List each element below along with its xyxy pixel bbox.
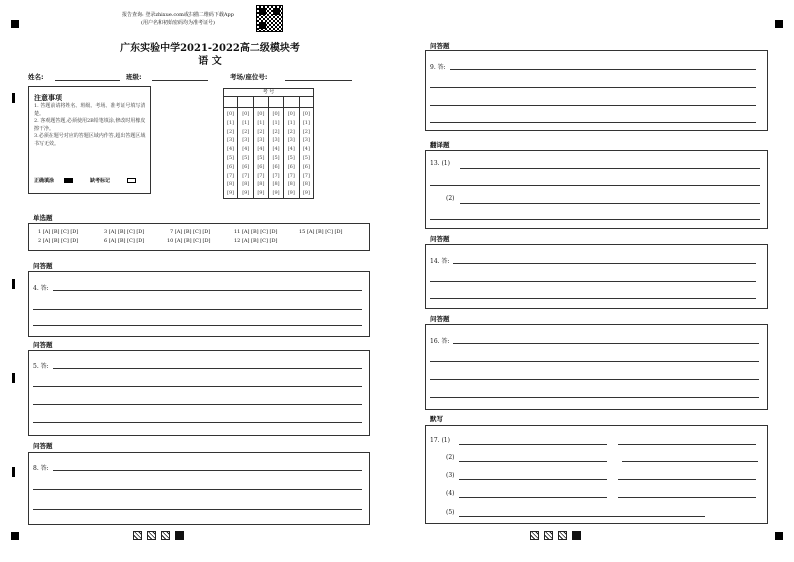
exam-digit-bubble[interactable]: [4] <box>302 146 310 153</box>
answer-label-q14: 14. 答: <box>430 258 450 265</box>
choice-q15[interactable]: 15 [A] [B] [C] [D] <box>299 229 343 235</box>
answer-line[interactable] <box>430 361 759 362</box>
exam-digit-bubble[interactable]: [1] <box>227 119 235 126</box>
exam-digit-bubble[interactable]: [1] <box>302 119 310 126</box>
answer-line[interactable] <box>53 290 362 291</box>
page-mark-pattern <box>133 531 142 540</box>
exam-number-label: 考 号 <box>223 88 314 97</box>
side-mark <box>12 93 15 103</box>
answer-line[interactable] <box>33 509 362 510</box>
answer-line[interactable] <box>459 479 607 480</box>
report-notice <box>108 11 248 27</box>
exam-digit-bubble[interactable]: [7] <box>287 172 295 179</box>
answer-line[interactable] <box>430 281 756 282</box>
answer-box-q9 <box>425 50 768 131</box>
exam-digit-bubble[interactable]: [5] <box>242 155 250 161</box>
exam-digit-bubble[interactable]: [7] <box>257 172 265 179</box>
notes-list <box>34 103 146 148</box>
exam-digit-bubble[interactable]: [3] <box>242 137 250 144</box>
single-choice-box <box>28 223 370 251</box>
exam-digit-bubble[interactable]: [2] <box>257 128 265 135</box>
answer-label-q16: 16. 答: <box>430 338 450 345</box>
room-seat-field[interactable] <box>285 80 352 81</box>
answer-line[interactable] <box>430 397 759 398</box>
page-mark-pattern <box>530 531 539 540</box>
note-item-1: 1. 答题前请将姓名、班级、考场、准考证号填写清楚。 <box>34 103 146 117</box>
answer-label-q4: 4. 答: <box>33 285 49 292</box>
class-field[interactable] <box>152 80 208 81</box>
answer-label-q17-1: 17. (1) <box>430 437 450 444</box>
answer-line[interactable] <box>33 386 362 387</box>
exam-digit-bubble[interactable]: [2] <box>287 128 295 135</box>
exam-digit-bubble[interactable]: [2] <box>302 128 310 135</box>
notes-title: 注意事项 <box>34 94 62 102</box>
exam-digit-bubble[interactable]: [8] <box>257 181 265 188</box>
answer-line[interactable] <box>53 368 362 369</box>
section-title-q14: 问答题 <box>430 235 450 243</box>
choice-q7[interactable]: 7 [A] [B] [C] [D] <box>170 229 211 235</box>
choice-q2[interactable]: 2 [A] [B] [C] [D] <box>38 238 79 244</box>
answer-box-q17 <box>425 425 768 524</box>
exam-digit-bubble[interactable]: [3] <box>302 137 310 144</box>
name-label: 姓名: <box>28 73 44 81</box>
exam-digit-bubble[interactable]: [0] <box>272 111 280 117</box>
note-item-3: 3.必须在题号对应的答题区域内作答,超出答题区域书写无效。 <box>34 133 146 147</box>
answer-line[interactable] <box>430 185 760 186</box>
answer-line[interactable] <box>430 105 756 106</box>
choice-q3[interactable]: 3 [A] [B] [C] [D] <box>104 229 145 235</box>
exam-digit-bubble[interactable]: [1] <box>287 119 295 126</box>
choice-q6[interactable]: 6 [A] [B] [C] [D] <box>104 238 145 244</box>
answer-line[interactable] <box>459 516 705 517</box>
absent-mark-box[interactable] <box>127 178 136 183</box>
exam-digit-bubble[interactable]: [8] <box>272 181 280 188</box>
page-title: 广东实验中学2021-2022高二级模块考 <box>120 43 300 54</box>
exam-digit-bubble[interactable]: [8] <box>227 181 235 188</box>
section-title-q13: 翻译题 <box>430 141 450 149</box>
exam-digit-bubble[interactable]: [9] <box>302 190 310 197</box>
choice-q12[interactable]: 12 [A] [B] [C] [D] <box>234 238 278 244</box>
choice-q1[interactable]: 1 [A] [B] [C] [D] <box>38 229 79 235</box>
exam-digit-bubble[interactable]: [8] <box>302 181 310 188</box>
exam-digit-bubble[interactable]: [0] <box>287 111 295 117</box>
side-mark <box>12 279 15 289</box>
answer-line[interactable] <box>33 309 362 310</box>
side-mark <box>12 467 15 477</box>
exam-digit-bubble[interactable]: [5] <box>302 155 310 161</box>
section-title-q17: 默写 <box>430 415 443 423</box>
exam-digit-bubble[interactable]: [8] <box>242 181 250 188</box>
exam-digit-bubble[interactable]: [2] <box>272 128 280 135</box>
section-title-q4: 问答题 <box>33 262 53 270</box>
section-title-q16: 问答题 <box>430 315 450 323</box>
corner-mark-top-left <box>11 20 19 28</box>
answer-label-q17-4: (4) <box>446 490 455 497</box>
answer-line[interactable] <box>622 461 758 462</box>
note-item-2: 2. 客观题答题,必须使用2B铅笔填涂,修改时用橡皮擦干净。 <box>34 118 146 132</box>
exam-number-bubbles <box>223 110 314 198</box>
exam-digit-bubble[interactable]: [4] <box>227 146 235 153</box>
answer-label-q13-1: 13. (1) <box>430 160 450 167</box>
exam-digit-bubble[interactable]: [6] <box>272 163 280 170</box>
exam-digit-bubble[interactable]: [7] <box>272 172 280 179</box>
correct-fill-label: 正确填涂 <box>34 178 55 184</box>
answer-line[interactable] <box>33 404 362 405</box>
answer-line[interactable] <box>460 203 760 204</box>
exam-digit-bubble[interactable]: [5] <box>227 155 235 161</box>
exam-digit-bubble[interactable]: [2] <box>227 128 235 135</box>
answer-box-q13 <box>425 150 768 229</box>
exam-digit-bubble[interactable]: [3] <box>287 137 295 144</box>
single-choice-title: 单选题 <box>33 214 53 222</box>
page-mark-solid <box>175 531 184 540</box>
exam-digit-bubble[interactable]: [4] <box>287 146 295 153</box>
answer-line[interactable] <box>453 343 759 344</box>
exam-digit-bubble[interactable]: [9] <box>227 190 235 197</box>
answer-line[interactable] <box>430 219 760 220</box>
answer-label-q17-2: (2) <box>446 454 455 461</box>
corner-mark-bottom-left <box>11 532 19 540</box>
answer-line[interactable] <box>459 461 607 462</box>
answer-line[interactable] <box>450 69 756 70</box>
answer-label-q5: 5. 答: <box>33 363 49 370</box>
page-mark-pattern <box>558 531 567 540</box>
exam-digit-bubble[interactable]: [5] <box>272 155 280 161</box>
exam-digit-bubble[interactable]: [1] <box>272 119 280 126</box>
exam-digit-bubble[interactable]: [0] <box>227 111 235 117</box>
subject-title: 语 文 <box>198 56 222 67</box>
answer-line[interactable] <box>618 479 756 480</box>
answer-line[interactable] <box>453 263 756 264</box>
exam-digit-bubble[interactable]: [3] <box>257 137 265 144</box>
exam-digit-bubble[interactable]: [6] <box>257 163 265 170</box>
corner-mark-top-right <box>775 20 783 28</box>
answer-label-q17-5: (5) <box>446 509 455 516</box>
answer-line[interactable] <box>53 470 362 471</box>
qr-code <box>256 5 283 32</box>
section-title-q9: 问答题 <box>430 42 450 50</box>
exam-digit-bubble[interactable]: [4] <box>272 146 280 153</box>
exam-digit-bubble[interactable]: [0] <box>242 111 250 117</box>
corner-mark-bottom-right <box>775 532 783 540</box>
page-mark-solid <box>572 531 581 540</box>
page-mark-pattern <box>147 531 156 540</box>
exam-digit-bubble[interactable]: [8] <box>287 181 295 188</box>
exam-digit-bubble[interactable]: [4] <box>242 146 250 153</box>
exam-digit-bubble[interactable]: [0] <box>302 111 310 117</box>
choice-q11[interactable]: 11 [A] [B] [C] [D] <box>234 229 278 235</box>
exam-digit-bubble[interactable]: [0] <box>257 111 265 117</box>
answer-label-q13-2: (2) <box>446 195 455 202</box>
exam-digit-bubble[interactable]: [6] <box>302 163 310 170</box>
report-notice-line1: 报告查询: 登录zhixue.com或扫描二维码下载App <box>122 12 234 18</box>
answer-line[interactable] <box>430 87 756 88</box>
answer-line[interactable] <box>459 444 607 445</box>
side-mark <box>12 373 15 383</box>
exam-digit-bubble[interactable]: [1] <box>257 119 265 126</box>
page-mark-pattern <box>544 531 553 540</box>
exam-digit-bubble[interactable]: [9] <box>287 190 295 197</box>
section-title-q8: 问答题 <box>33 442 53 450</box>
exam-digit-bubble[interactable]: [4] <box>257 146 265 153</box>
exam-digit-bubble[interactable]: [9] <box>257 190 265 197</box>
answer-line[interactable] <box>618 497 756 498</box>
answer-line[interactable] <box>33 422 362 423</box>
exam-digit-bubble[interactable]: [9] <box>242 190 250 197</box>
exam-digit-bubble[interactable]: [1] <box>242 119 250 126</box>
answer-line[interactable] <box>33 489 362 490</box>
absent-mark-label: 缺考标记 <box>90 178 111 184</box>
correct-fill-sample <box>64 178 73 183</box>
exam-digit-bubble[interactable]: [6] <box>227 163 235 170</box>
page-mark-pattern <box>161 531 170 540</box>
answer-line[interactable] <box>430 298 756 299</box>
answer-box-q14 <box>425 244 768 309</box>
answer-line[interactable] <box>459 497 607 498</box>
room-seat-label: 考场/座位号: <box>230 73 268 81</box>
answer-label-q8: 8. 答: <box>33 465 49 472</box>
answer-label-q17-3: (3) <box>446 472 455 479</box>
exam-digit-bubble[interactable]: [7] <box>227 172 235 179</box>
answer-label-q9: 9. 答: <box>430 64 446 71</box>
exam-digit-bubble[interactable]: [5] <box>257 155 265 161</box>
exam-digit-bubble[interactable]: [9] <box>272 190 280 197</box>
class-label: 班级: <box>126 73 142 81</box>
answer-line[interactable] <box>430 122 756 123</box>
section-title-q5: 问答题 <box>33 341 53 349</box>
exam-digit-bubble[interactable]: [7] <box>302 172 310 179</box>
exam-digit-bubble[interactable]: [5] <box>287 155 295 161</box>
choice-q10[interactable]: 10 [A] [B] [C] [D] <box>167 238 211 244</box>
exam-digit-bubble[interactable]: [7] <box>242 172 250 179</box>
exam-digit-bubble[interactable]: [2] <box>242 128 250 135</box>
exam-digit-bubble[interactable]: [3] <box>272 137 280 144</box>
answer-line[interactable] <box>618 444 756 445</box>
exam-digit-bubble[interactable]: [6] <box>287 163 295 170</box>
report-notice-line2: (用户名和初始密码均为准考证号) <box>141 20 215 26</box>
exam-digit-bubble[interactable]: [3] <box>227 137 235 144</box>
name-field[interactable] <box>55 80 120 81</box>
answer-box-q5 <box>28 350 370 436</box>
answer-line[interactable] <box>33 325 362 326</box>
answer-line[interactable] <box>460 168 760 169</box>
answer-line[interactable] <box>430 379 759 380</box>
answer-box-q4 <box>28 271 370 337</box>
exam-digit-bubble[interactable]: [6] <box>242 163 250 170</box>
